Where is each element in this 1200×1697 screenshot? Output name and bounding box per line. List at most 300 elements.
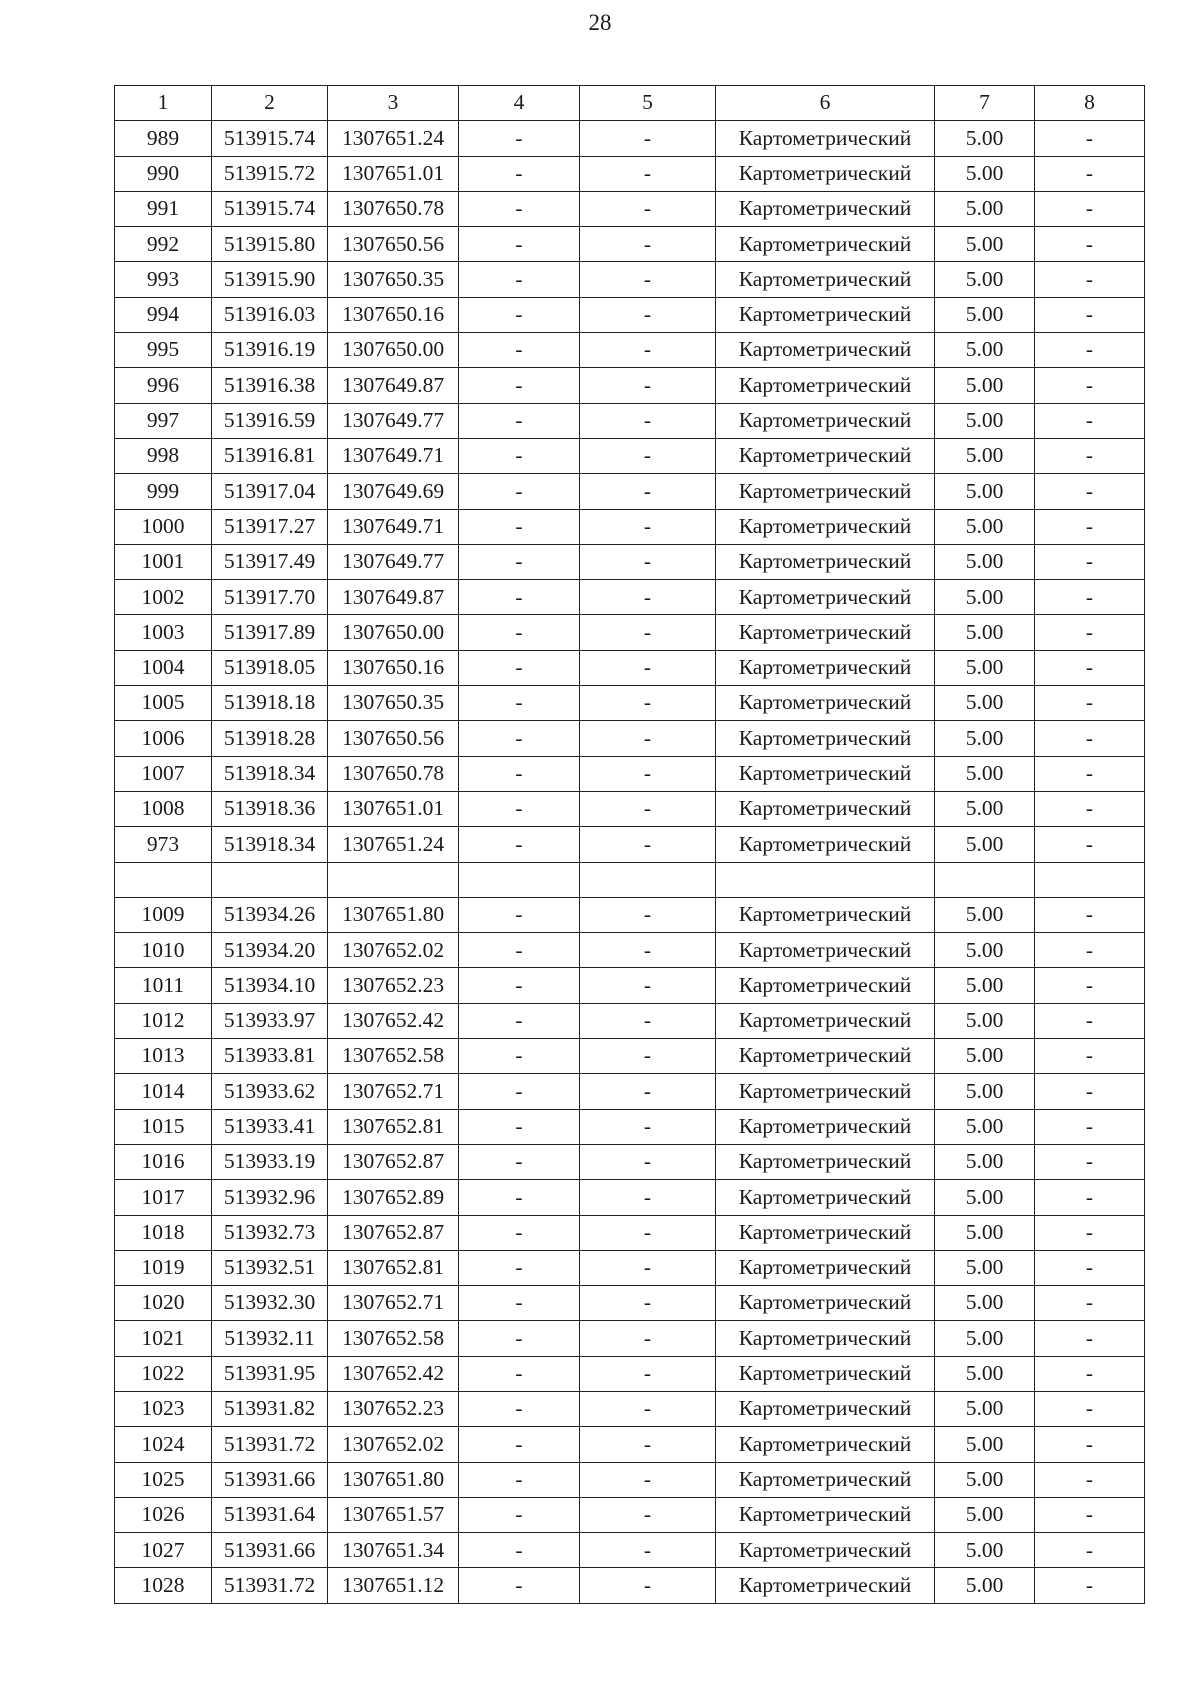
x-coordinate-cell: 513932.11 bbox=[212, 1321, 328, 1356]
accuracy-cell: 5.00 bbox=[935, 438, 1035, 473]
table-row bbox=[115, 191, 1145, 226]
column-8-cell: - bbox=[1035, 1109, 1145, 1144]
y-coordinate-cell: 1307650.00 bbox=[328, 333, 459, 368]
table-row bbox=[115, 862, 1145, 897]
column-5-cell: - bbox=[580, 1497, 716, 1532]
column-8-cell: - bbox=[1035, 227, 1145, 262]
column-5-cell: - bbox=[580, 756, 716, 791]
table-row bbox=[115, 1039, 1145, 1074]
x-coordinate-cell: 513915.74 bbox=[212, 191, 328, 226]
x-coordinate-cell: 513918.34 bbox=[212, 756, 328, 791]
column-5-cell: - bbox=[580, 227, 716, 262]
x-coordinate-cell: 513918.18 bbox=[212, 686, 328, 721]
method-cell: Картометрический bbox=[716, 1568, 935, 1603]
point-number-cell: 1019 bbox=[115, 1250, 212, 1285]
point-number-cell: 989 bbox=[115, 121, 212, 156]
method-cell: Картометрический bbox=[716, 438, 935, 473]
accuracy-cell: 5.00 bbox=[935, 368, 1035, 403]
method-cell: Картометрический bbox=[716, 650, 935, 685]
point-number-cell: 993 bbox=[115, 262, 212, 297]
accuracy-cell: 5.00 bbox=[935, 544, 1035, 579]
table-row bbox=[115, 297, 1145, 332]
column-5-cell: - bbox=[580, 509, 716, 544]
accuracy-cell: 5.00 bbox=[935, 791, 1035, 826]
column-5-cell: - bbox=[580, 1533, 716, 1568]
method-cell: Картометрический bbox=[716, 1039, 935, 1074]
column-8-cell: - bbox=[1035, 403, 1145, 438]
column-4-cell: - bbox=[459, 968, 580, 1003]
column-8-cell: - bbox=[1035, 368, 1145, 403]
table-row bbox=[115, 686, 1145, 721]
x-coordinate-cell: 513916.81 bbox=[212, 438, 328, 473]
method-cell: Картометрический bbox=[716, 1321, 935, 1356]
column-4-cell: - bbox=[459, 191, 580, 226]
method-cell: Картометрический bbox=[716, 1250, 935, 1285]
x-coordinate-cell: 513918.28 bbox=[212, 721, 328, 756]
column-4-cell: - bbox=[459, 227, 580, 262]
column-4-cell: - bbox=[459, 897, 580, 932]
column-4-cell: - bbox=[459, 1462, 580, 1497]
page-number: 28 bbox=[588, 10, 612, 35]
point-number-cell: 1000 bbox=[115, 509, 212, 544]
column-4-cell: - bbox=[459, 121, 580, 156]
x-coordinate-cell: 513934.20 bbox=[212, 933, 328, 968]
point-number-cell: 1016 bbox=[115, 1144, 212, 1179]
point-number-cell: 1022 bbox=[115, 1356, 212, 1391]
column-5-cell: - bbox=[580, 615, 716, 650]
y-coordinate-cell: 1307651.24 bbox=[328, 827, 459, 862]
point-number-cell: 994 bbox=[115, 297, 212, 332]
column-4-cell: - bbox=[459, 1074, 580, 1109]
x-coordinate-cell: 513933.81 bbox=[212, 1039, 328, 1074]
x-coordinate-cell: 513931.95 bbox=[212, 1356, 328, 1391]
point-number-cell: 999 bbox=[115, 474, 212, 509]
column-8-cell: - bbox=[1035, 791, 1145, 826]
column-8-cell: - bbox=[1035, 897, 1145, 932]
column-5-cell: - bbox=[580, 1215, 716, 1250]
x-coordinate-cell: 513934.10 bbox=[212, 968, 328, 1003]
table-row bbox=[115, 1180, 1145, 1215]
accuracy-cell: 5.00 bbox=[935, 1533, 1035, 1568]
column-8-cell: - bbox=[1035, 1215, 1145, 1250]
column-8-cell: - bbox=[1035, 1286, 1145, 1321]
column-5-cell: - bbox=[580, 544, 716, 579]
x-coordinate-cell: 513932.51 bbox=[212, 1250, 328, 1285]
column-5-cell: - bbox=[580, 191, 716, 226]
table-row bbox=[115, 580, 1145, 615]
method-cell: Картометрический bbox=[716, 1497, 935, 1532]
column-5-cell: - bbox=[580, 791, 716, 826]
column-4-cell: - bbox=[459, 1039, 580, 1074]
table-row bbox=[115, 1427, 1145, 1462]
accuracy-cell: 5.00 bbox=[935, 403, 1035, 438]
column-5-cell: - bbox=[580, 262, 716, 297]
column-5-cell: - bbox=[580, 121, 716, 156]
x-coordinate-cell: 513918.34 bbox=[212, 827, 328, 862]
column-5-cell: - bbox=[580, 827, 716, 862]
column-8-cell: - bbox=[1035, 1356, 1145, 1391]
column-4-cell: - bbox=[459, 791, 580, 826]
method-cell: Картометрический bbox=[716, 968, 935, 1003]
accuracy-cell: 5.00 bbox=[935, 615, 1035, 650]
column-4-cell: - bbox=[459, 1286, 580, 1321]
x-coordinate-cell: 513931.66 bbox=[212, 1462, 328, 1497]
x-coordinate-cell: 513931.72 bbox=[212, 1568, 328, 1603]
accuracy-cell: 5.00 bbox=[935, 1215, 1035, 1250]
accuracy-cell: 5.00 bbox=[935, 897, 1035, 932]
table-row bbox=[115, 1356, 1145, 1391]
accuracy-cell: 5.00 bbox=[935, 1074, 1035, 1109]
point-number-cell: 1023 bbox=[115, 1391, 212, 1426]
y-coordinate-cell: 1307652.42 bbox=[328, 1003, 459, 1038]
table-row bbox=[115, 368, 1145, 403]
table-row bbox=[115, 650, 1145, 685]
y-coordinate-cell: 1307649.71 bbox=[328, 438, 459, 473]
method-cell: Картометрический bbox=[716, 474, 935, 509]
column-5-cell: - bbox=[580, 1180, 716, 1215]
accuracy-cell: 5.00 bbox=[935, 827, 1035, 862]
point-number-cell: 1015 bbox=[115, 1109, 212, 1144]
y-coordinate-cell: 1307651.24 bbox=[328, 121, 459, 156]
point-number-cell: 1028 bbox=[115, 1568, 212, 1603]
table-row bbox=[115, 156, 1145, 191]
column-4-cell: - bbox=[459, 827, 580, 862]
accuracy-cell: 5.00 bbox=[935, 227, 1035, 262]
method-cell: Картометрический bbox=[716, 1391, 935, 1426]
method-cell: Картометрический bbox=[716, 544, 935, 579]
column-4-cell: - bbox=[459, 933, 580, 968]
table-row bbox=[115, 1568, 1145, 1603]
x-coordinate-cell: 513934.26 bbox=[212, 897, 328, 932]
column-5-cell: - bbox=[580, 403, 716, 438]
table-row bbox=[115, 615, 1145, 650]
y-coordinate-cell: 1307651.57 bbox=[328, 1497, 459, 1532]
table-row bbox=[115, 1462, 1145, 1497]
y-coordinate-cell: 1307650.16 bbox=[328, 297, 459, 332]
column-8-cell: - bbox=[1035, 1039, 1145, 1074]
point-number-cell: 997 bbox=[115, 403, 212, 438]
method-cell: Картометрический bbox=[716, 897, 935, 932]
y-coordinate-cell: 1307652.02 bbox=[328, 1427, 459, 1462]
header-row bbox=[115, 86, 1145, 121]
column-8-cell: - bbox=[1035, 1391, 1145, 1426]
x-coordinate-cell: 513915.74 bbox=[212, 121, 328, 156]
accuracy-cell: 5.00 bbox=[935, 721, 1035, 756]
point-number-cell: 1011 bbox=[115, 968, 212, 1003]
accuracy-cell: 5.00 bbox=[935, 933, 1035, 968]
accuracy-cell: 5.00 bbox=[935, 1250, 1035, 1285]
x-coordinate-cell: 513917.49 bbox=[212, 544, 328, 579]
column-header: 4 bbox=[459, 86, 580, 121]
x-coordinate-cell: 513931.64 bbox=[212, 1497, 328, 1532]
method-cell: Картометрический bbox=[716, 333, 935, 368]
point-number-cell: 1006 bbox=[115, 721, 212, 756]
point-number-cell: 1002 bbox=[115, 580, 212, 615]
column-8-cell: - bbox=[1035, 1427, 1145, 1462]
accuracy-cell: 5.00 bbox=[935, 333, 1035, 368]
column-4-cell: - bbox=[459, 438, 580, 473]
point-number-cell: 1003 bbox=[115, 615, 212, 650]
y-coordinate-cell: 1307651.80 bbox=[328, 1462, 459, 1497]
method-cell: Картометрический bbox=[716, 509, 935, 544]
column-4-cell: - bbox=[459, 1109, 580, 1144]
accuracy-cell: 5.00 bbox=[935, 156, 1035, 191]
method-cell: Картометрический bbox=[716, 121, 935, 156]
column-8-cell: - bbox=[1035, 1180, 1145, 1215]
y-coordinate-cell: 1307650.35 bbox=[328, 686, 459, 721]
table-row bbox=[115, 1003, 1145, 1038]
table-row bbox=[115, 968, 1145, 1003]
method-cell: Картометрический bbox=[716, 1356, 935, 1391]
column-5-cell bbox=[580, 862, 716, 897]
column-8-cell: - bbox=[1035, 297, 1145, 332]
y-coordinate-cell bbox=[328, 862, 459, 897]
accuracy-cell: 5.00 bbox=[935, 1003, 1035, 1038]
accuracy-cell: 5.00 bbox=[935, 1286, 1035, 1321]
column-header: 6 bbox=[716, 86, 935, 121]
accuracy-cell: 5.00 bbox=[935, 1180, 1035, 1215]
y-coordinate-cell: 1307652.58 bbox=[328, 1321, 459, 1356]
column-5-cell: - bbox=[580, 686, 716, 721]
accuracy-cell: 5.00 bbox=[935, 686, 1035, 721]
y-coordinate-cell: 1307652.42 bbox=[328, 1356, 459, 1391]
x-coordinate-cell: 513931.72 bbox=[212, 1427, 328, 1462]
x-coordinate-cell: 513916.03 bbox=[212, 297, 328, 332]
column-8-cell: - bbox=[1035, 1003, 1145, 1038]
point-number-cell: 992 bbox=[115, 227, 212, 262]
column-4-cell: - bbox=[459, 1215, 580, 1250]
y-coordinate-cell: 1307649.77 bbox=[328, 403, 459, 438]
column-8-cell: - bbox=[1035, 1250, 1145, 1285]
column-4-cell: - bbox=[459, 686, 580, 721]
y-coordinate-cell: 1307652.81 bbox=[328, 1109, 459, 1144]
column-8-cell: - bbox=[1035, 827, 1145, 862]
column-5-cell: - bbox=[580, 580, 716, 615]
column-8-cell: - bbox=[1035, 1497, 1145, 1532]
accuracy-cell: 5.00 bbox=[935, 1462, 1035, 1497]
y-coordinate-cell: 1307650.78 bbox=[328, 756, 459, 791]
x-coordinate-cell: 513932.73 bbox=[212, 1215, 328, 1250]
column-5-cell: - bbox=[580, 650, 716, 685]
point-number-cell: 996 bbox=[115, 368, 212, 403]
column-8-cell: - bbox=[1035, 438, 1145, 473]
table-row bbox=[115, 438, 1145, 473]
column-header: 2 bbox=[212, 86, 328, 121]
point-number-cell: 1001 bbox=[115, 544, 212, 579]
column-8-cell: - bbox=[1035, 544, 1145, 579]
y-coordinate-cell: 1307649.87 bbox=[328, 368, 459, 403]
accuracy-cell: 5.00 bbox=[935, 474, 1035, 509]
x-coordinate-cell: 513917.27 bbox=[212, 509, 328, 544]
column-5-cell: - bbox=[580, 968, 716, 1003]
accuracy-cell: 5.00 bbox=[935, 1391, 1035, 1426]
table-row bbox=[115, 1497, 1145, 1532]
column-4-cell bbox=[459, 862, 580, 897]
y-coordinate-cell: 1307649.77 bbox=[328, 544, 459, 579]
x-coordinate-cell: 513933.19 bbox=[212, 1144, 328, 1179]
accuracy-cell: 5.00 bbox=[935, 1568, 1035, 1603]
column-5-cell: - bbox=[580, 933, 716, 968]
method-cell: Картометрический bbox=[716, 403, 935, 438]
x-coordinate-cell: 513931.66 bbox=[212, 1533, 328, 1568]
x-coordinate-cell: 513931.82 bbox=[212, 1391, 328, 1426]
point-number-cell: 1008 bbox=[115, 791, 212, 826]
column-5-cell: - bbox=[580, 1321, 716, 1356]
point-number-cell: 1024 bbox=[115, 1427, 212, 1462]
column-8-cell: - bbox=[1035, 1462, 1145, 1497]
column-4-cell: - bbox=[459, 156, 580, 191]
x-coordinate-cell: 513916.59 bbox=[212, 403, 328, 438]
column-8-cell: - bbox=[1035, 121, 1145, 156]
table-row bbox=[115, 403, 1145, 438]
method-cell: Картометрический bbox=[716, 1215, 935, 1250]
point-number-cell: 1025 bbox=[115, 1462, 212, 1497]
column-5-cell: - bbox=[580, 1568, 716, 1603]
table-row bbox=[115, 933, 1145, 968]
column-8-cell: - bbox=[1035, 721, 1145, 756]
column-8-cell: - bbox=[1035, 1074, 1145, 1109]
column-4-cell: - bbox=[459, 1356, 580, 1391]
column-8-cell: - bbox=[1035, 686, 1145, 721]
point-number-cell: 1007 bbox=[115, 756, 212, 791]
x-coordinate-cell: 513915.72 bbox=[212, 156, 328, 191]
column-4-cell: - bbox=[459, 1180, 580, 1215]
point-number-cell: 1018 bbox=[115, 1215, 212, 1250]
column-5-cell: - bbox=[580, 1462, 716, 1497]
column-8-cell: - bbox=[1035, 509, 1145, 544]
x-coordinate-cell: 513917.89 bbox=[212, 615, 328, 650]
column-5-cell: - bbox=[580, 1039, 716, 1074]
x-coordinate-cell: 513915.90 bbox=[212, 262, 328, 297]
table-row bbox=[115, 1144, 1145, 1179]
column-4-cell: - bbox=[459, 333, 580, 368]
column-4-cell: - bbox=[459, 650, 580, 685]
column-8-cell: - bbox=[1035, 580, 1145, 615]
column-4-cell: - bbox=[459, 1497, 580, 1532]
column-8-cell: - bbox=[1035, 650, 1145, 685]
method-cell: Картометрический bbox=[716, 580, 935, 615]
accuracy-cell: 5.00 bbox=[935, 1144, 1035, 1179]
column-8-cell: - bbox=[1035, 756, 1145, 791]
method-cell: Картометрический bbox=[716, 721, 935, 756]
accuracy-cell bbox=[935, 862, 1035, 897]
column-8-cell bbox=[1035, 862, 1145, 897]
column-4-cell: - bbox=[459, 403, 580, 438]
x-coordinate-cell: 513918.05 bbox=[212, 650, 328, 685]
column-8-cell: - bbox=[1035, 191, 1145, 226]
column-5-cell: - bbox=[580, 1286, 716, 1321]
column-4-cell: - bbox=[459, 756, 580, 791]
column-5-cell: - bbox=[580, 1003, 716, 1038]
table-row bbox=[115, 1321, 1145, 1356]
table-row bbox=[115, 1074, 1145, 1109]
column-header: 7 bbox=[935, 86, 1035, 121]
column-5-cell: - bbox=[580, 297, 716, 332]
column-5-cell: - bbox=[580, 1250, 716, 1285]
method-cell: Картометрический bbox=[716, 1286, 935, 1321]
y-coordinate-cell: 1307650.16 bbox=[328, 650, 459, 685]
column-4-cell: - bbox=[459, 368, 580, 403]
column-4-cell: - bbox=[459, 1321, 580, 1356]
x-coordinate-cell: 513916.19 bbox=[212, 333, 328, 368]
y-coordinate-cell: 1307652.02 bbox=[328, 933, 459, 968]
y-coordinate-cell: 1307652.58 bbox=[328, 1039, 459, 1074]
y-coordinate-cell: 1307649.69 bbox=[328, 474, 459, 509]
column-header: 1 bbox=[115, 86, 212, 121]
x-coordinate-cell: 513933.62 bbox=[212, 1074, 328, 1109]
method-cell: Картометрический bbox=[716, 756, 935, 791]
column-4-cell: - bbox=[459, 1250, 580, 1285]
column-5-cell: - bbox=[580, 368, 716, 403]
method-cell: Картометрический bbox=[716, 1109, 935, 1144]
table-row bbox=[115, 897, 1145, 932]
point-number-cell: 1014 bbox=[115, 1074, 212, 1109]
method-cell bbox=[716, 862, 935, 897]
table-row bbox=[115, 1109, 1145, 1144]
column-8-cell: - bbox=[1035, 933, 1145, 968]
accuracy-cell: 5.00 bbox=[935, 262, 1035, 297]
table-row bbox=[115, 791, 1145, 826]
accuracy-cell: 5.00 bbox=[935, 580, 1035, 615]
x-coordinate-cell: 513917.04 bbox=[212, 474, 328, 509]
column-header: 5 bbox=[580, 86, 716, 121]
y-coordinate-cell: 1307652.89 bbox=[328, 1180, 459, 1215]
column-5-cell: - bbox=[580, 1144, 716, 1179]
x-coordinate-cell bbox=[212, 862, 328, 897]
method-cell: Картометрический bbox=[716, 686, 935, 721]
x-coordinate-cell: 513916.38 bbox=[212, 368, 328, 403]
table-row bbox=[115, 509, 1145, 544]
method-cell: Картометрический bbox=[716, 1074, 935, 1109]
method-cell: Картометрический bbox=[716, 1144, 935, 1179]
point-number-cell: 1013 bbox=[115, 1039, 212, 1074]
column-5-cell: - bbox=[580, 897, 716, 932]
y-coordinate-cell: 1307651.80 bbox=[328, 897, 459, 932]
column-8-cell: - bbox=[1035, 1568, 1145, 1603]
y-coordinate-cell: 1307651.12 bbox=[328, 1568, 459, 1603]
accuracy-cell: 5.00 bbox=[935, 968, 1035, 1003]
method-cell: Картометрический bbox=[716, 1462, 935, 1497]
column-4-cell: - bbox=[459, 1427, 580, 1462]
method-cell: Картометрический bbox=[716, 933, 935, 968]
column-8-cell: - bbox=[1035, 474, 1145, 509]
table-row bbox=[115, 474, 1145, 509]
point-number-cell: 1005 bbox=[115, 686, 212, 721]
column-4-cell: - bbox=[459, 1533, 580, 1568]
column-8-cell: - bbox=[1035, 1533, 1145, 1568]
method-cell: Картометрический bbox=[716, 1003, 935, 1038]
column-5-cell: - bbox=[580, 156, 716, 191]
x-coordinate-cell: 513933.97 bbox=[212, 1003, 328, 1038]
table-row bbox=[115, 1286, 1145, 1321]
method-cell: Картометрический bbox=[716, 1533, 935, 1568]
x-coordinate-cell: 513932.96 bbox=[212, 1180, 328, 1215]
column-5-cell: - bbox=[580, 474, 716, 509]
accuracy-cell: 5.00 bbox=[935, 191, 1035, 226]
y-coordinate-cell: 1307652.23 bbox=[328, 968, 459, 1003]
coordinates-table bbox=[114, 85, 1145, 1604]
table-row bbox=[115, 1533, 1145, 1568]
method-cell: Картометрический bbox=[716, 791, 935, 826]
y-coordinate-cell: 1307650.56 bbox=[328, 227, 459, 262]
method-cell: Картометрический bbox=[716, 191, 935, 226]
method-cell: Картометрический bbox=[716, 156, 935, 191]
column-8-cell: - bbox=[1035, 615, 1145, 650]
column-4-cell: - bbox=[459, 1391, 580, 1426]
column-5-cell: - bbox=[580, 1109, 716, 1144]
accuracy-cell: 5.00 bbox=[935, 1497, 1035, 1532]
column-4-cell: - bbox=[459, 1144, 580, 1179]
